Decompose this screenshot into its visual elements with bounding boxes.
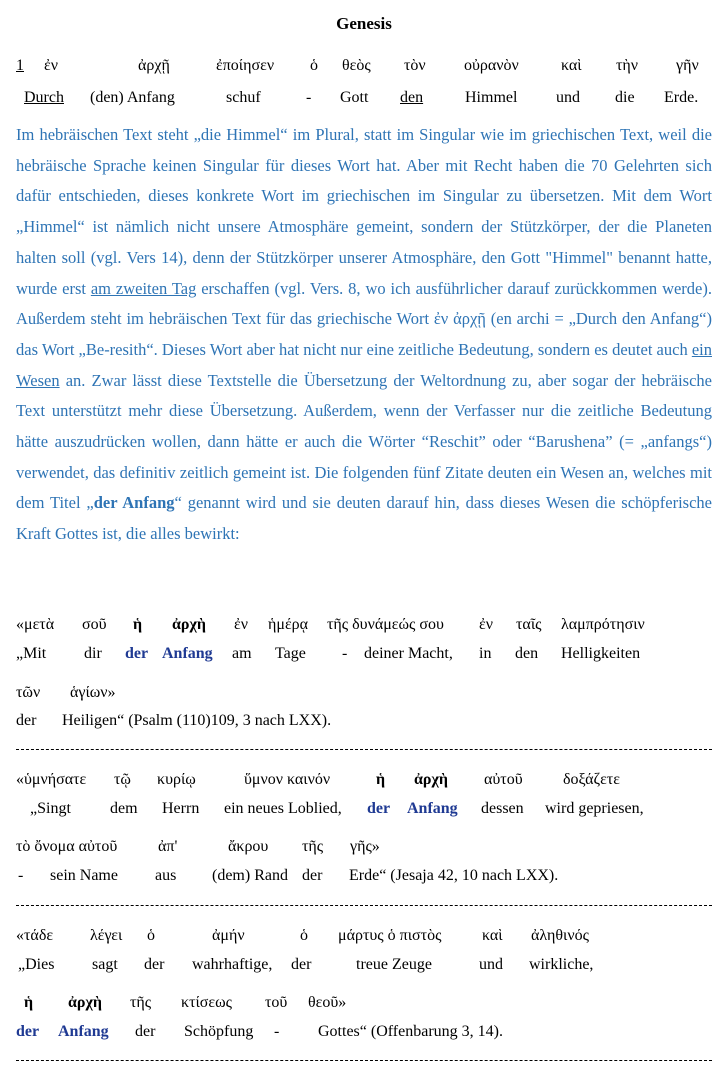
- greek-word: λαμπρότησιν: [561, 616, 645, 633]
- german-word: der: [144, 956, 165, 973]
- greek-word: ἀρχὴ: [414, 771, 448, 788]
- greek-word: ἐν: [479, 616, 493, 633]
- link-ein-wesen: ein Wesen: [16, 339, 712, 390]
- german-word: wird gepriesen,: [545, 800, 644, 817]
- german-word: der: [125, 645, 149, 662]
- greek-word: μάρτυς ὁ πιστὸς: [338, 927, 442, 944]
- greek-word: καὶ: [482, 927, 503, 944]
- greek-word: γῆς»: [350, 838, 380, 855]
- german-word: Gottes“ (Offenbarung 3, 14).: [318, 1023, 503, 1040]
- german-word: -: [274, 1023, 280, 1040]
- quote1-greek-line-2: [0, 682, 728, 704]
- german-word: schuf: [226, 89, 261, 106]
- quote3-german-line-2: [0, 1021, 728, 1043]
- greek-word: δοξάζετε: [563, 771, 620, 788]
- greek-word: τῶν: [16, 684, 41, 701]
- greek-word: ἀμήν: [212, 927, 245, 944]
- greek-word: τῷ: [114, 771, 131, 788]
- greek-word: ἀληθινός: [531, 927, 589, 944]
- quote2-german-line-2: [0, 865, 728, 887]
- german-word: sein Name: [50, 867, 118, 884]
- greek-word: ταῖς: [516, 616, 542, 633]
- german-word: deiner Macht,: [364, 645, 453, 662]
- german-word: Helligkeiten: [561, 645, 641, 662]
- german-word: Herrn: [162, 800, 200, 817]
- greek-word: οὐρανὸν: [464, 57, 519, 74]
- quote3-german-line: [0, 954, 728, 976]
- greek-word: «μετὰ: [16, 616, 55, 633]
- commentary-text: “ genannt wird und sie deuten darauf hin, dass dieses Wesen die schöpferische Kraft Gottes ist, die alles bewirkt:: [16, 493, 712, 544]
- german-word: der: [16, 712, 37, 729]
- german-word: dir: [84, 645, 102, 662]
- quote2-german-line: [0, 798, 728, 820]
- german-word: „Dies: [18, 956, 55, 973]
- german-word: aus: [155, 867, 177, 884]
- greek-word: ἡ: [376, 771, 386, 788]
- greek-word: τῆς: [302, 838, 324, 855]
- quote1-german-line: [0, 643, 728, 665]
- greek-word: λέγει: [90, 927, 123, 944]
- greek-word: τοῦ: [265, 994, 288, 1011]
- german-word: wirkliche,: [529, 956, 594, 973]
- separator-line: [16, 1060, 712, 1061]
- greek-word: ἀρχὴ: [68, 994, 102, 1011]
- verse1-greek-line: [0, 55, 728, 77]
- german-word: die: [615, 89, 635, 106]
- greek-word: ἡ: [133, 616, 143, 633]
- greek-word: τὸ ὄνομα αὐτοῦ: [16, 838, 118, 855]
- greek-word: ἐποίησεν: [216, 57, 275, 74]
- greek-word: γῆν: [676, 57, 699, 74]
- german-word: Anfang: [162, 645, 213, 662]
- german-word: Anfang: [407, 800, 458, 817]
- link-zweiten-tag: am zweiten Tag: [90, 278, 197, 298]
- greek-word: κυρίῳ: [157, 771, 196, 788]
- quote1-greek-line: [0, 614, 728, 636]
- german-word: Gott: [340, 89, 369, 106]
- greek-word: ἁγίων»: [70, 684, 116, 701]
- greek-word: τῆς: [130, 994, 152, 1011]
- greek-word: ἡ: [24, 994, 34, 1011]
- german-word: (den) Anfang: [90, 89, 175, 106]
- greek-word: ἀρχὴ: [172, 616, 206, 633]
- german-word: -: [306, 89, 312, 106]
- german-word: ein neues Loblied,: [224, 800, 342, 817]
- german-word: und: [556, 89, 580, 106]
- german-word: wahrhaftige,: [192, 956, 273, 973]
- greek-word: ὁ: [310, 57, 318, 74]
- greek-word: ἄκρου: [228, 838, 269, 855]
- german-word: -: [18, 867, 24, 884]
- greek-word: ἐν: [44, 57, 58, 74]
- german-word: Tage: [275, 645, 306, 662]
- german-word: sagt: [92, 956, 118, 973]
- greek-word: κτίσεως: [181, 994, 233, 1011]
- separator-line: [16, 749, 712, 750]
- greek-word: θεὸς: [342, 57, 371, 74]
- quote2-greek-line: [0, 769, 728, 791]
- german-word: Erde.: [664, 89, 699, 106]
- verse-number: 1: [16, 57, 24, 74]
- verse1-german-line: [0, 87, 728, 109]
- german-word: der: [367, 800, 391, 817]
- greek-word: ὁ: [300, 927, 308, 944]
- greek-word: ὁ: [147, 927, 155, 944]
- separator-line: [16, 905, 712, 906]
- german-word: Schöpfung: [184, 1023, 254, 1040]
- german-word: Erde“ (Jesaja 42, 10 nach LXX).: [349, 867, 559, 884]
- greek-word: αὐτοῦ: [484, 771, 523, 788]
- page-title: Genesis: [336, 14, 392, 33]
- greek-word: σοῦ: [82, 616, 107, 633]
- german-word: am: [232, 645, 252, 662]
- greek-word: ἀπ': [158, 838, 178, 855]
- german-word: „Singt: [30, 800, 71, 817]
- greek-word: τῆς δυνάμεώς σου: [327, 616, 444, 633]
- quote3-greek-line: [0, 925, 728, 947]
- german-word: in: [479, 645, 492, 662]
- greek-word: «τάδε: [16, 927, 54, 944]
- greek-word: ἀρχῇ: [138, 57, 170, 74]
- german-word: Heiligen“ (Psalm (110)109, 3 nach LXX).: [62, 712, 332, 729]
- german-word: der: [16, 1023, 40, 1040]
- greek-word: τὴν: [616, 57, 639, 74]
- german-word: den: [515, 645, 539, 662]
- commentary-paragraph: [16, 120, 712, 550]
- greek-word: «ὑμνήσατε: [16, 771, 87, 788]
- greek-word: ἐν: [234, 616, 248, 633]
- german-word: Himmel: [465, 89, 518, 106]
- commentary-text: Im hebräischen Text steht „die Himmel“ im Plural, statt im Singular wie im griechischen Text, weil die hebräische Sprache keinen Singular für dieses Wort hat. Aber mit Recht haben die 70 Gelehrten sich dafür entschieden, dieses konkrete Wort im griechischen im Singular zu übersetzen. Mit dem Wort „Himmel“ ist nämlich nicht unsere Atmosphäre gemeint, sondern der Stützkörper, der die Planeten halten soll (vgl. Vers 14), denn der Stützkörper unserer Atmosphäre, den Gott "Himmel" benannt hatte, wurde erst: [16, 125, 712, 298]
- bold-der-anfang: der Anfang: [93, 493, 175, 513]
- commentary-text: erschaffen (vgl. Vers. 8, wo ich ausführlicher darauf zurückkommen werde). Außerdem steht im hebräischen Text für das griechische Wort ἐν ἀρχῇ (en archi = „Durch den Anfang“) das Wort „Be-resith“. Dieses Wort aber hat nicht nur eine zeitliche Bedeutung, sondern es deutet auch: [16, 278, 712, 359]
- quote1-german-line-2: [0, 710, 728, 732]
- german-word: der: [302, 867, 323, 884]
- commentary-text: an. Zwar lässt diese Textstelle die Übersetzung der Weltordnung zu, aber sogar der hebräische Text unterstützt mehr diese Übersetzung. Außerdem, wenn der Verfasser nur die zeitliche Bedeutung hätte auszudrücken wollen, dann hätte er auch die Wörter “Reschit” oder “Barushena” (= „anfangs“) verwendet, das definitiv zeitlich gemeint ist. Die folgenden fünf Zitate deuten ein Wesen an, welches mit dem Titel „: [16, 370, 712, 513]
- german-word: „Mit: [16, 645, 47, 662]
- german-word: und: [479, 956, 503, 973]
- german-word: der: [291, 956, 312, 973]
- german-word: Durch: [24, 89, 64, 106]
- german-word: der: [135, 1023, 156, 1040]
- quote3-greek-line-2: [0, 992, 728, 1014]
- greek-word: ὕμνον καινόν: [244, 771, 331, 788]
- greek-word: ἡμέρᾳ: [268, 616, 309, 633]
- german-word: treue Zeuge: [356, 956, 432, 973]
- greek-word: θεοῦ»: [308, 994, 347, 1011]
- german-word: (dem) Rand: [212, 867, 288, 884]
- german-word: dessen: [481, 800, 524, 817]
- german-word: Anfang: [58, 1023, 109, 1040]
- german-word: den: [400, 89, 424, 106]
- greek-word: τὸν: [404, 57, 426, 74]
- greek-word: καὶ: [561, 57, 582, 74]
- german-word: dem: [110, 800, 138, 817]
- german-word: -: [342, 645, 348, 662]
- quote2-greek-line-2: [0, 836, 728, 858]
